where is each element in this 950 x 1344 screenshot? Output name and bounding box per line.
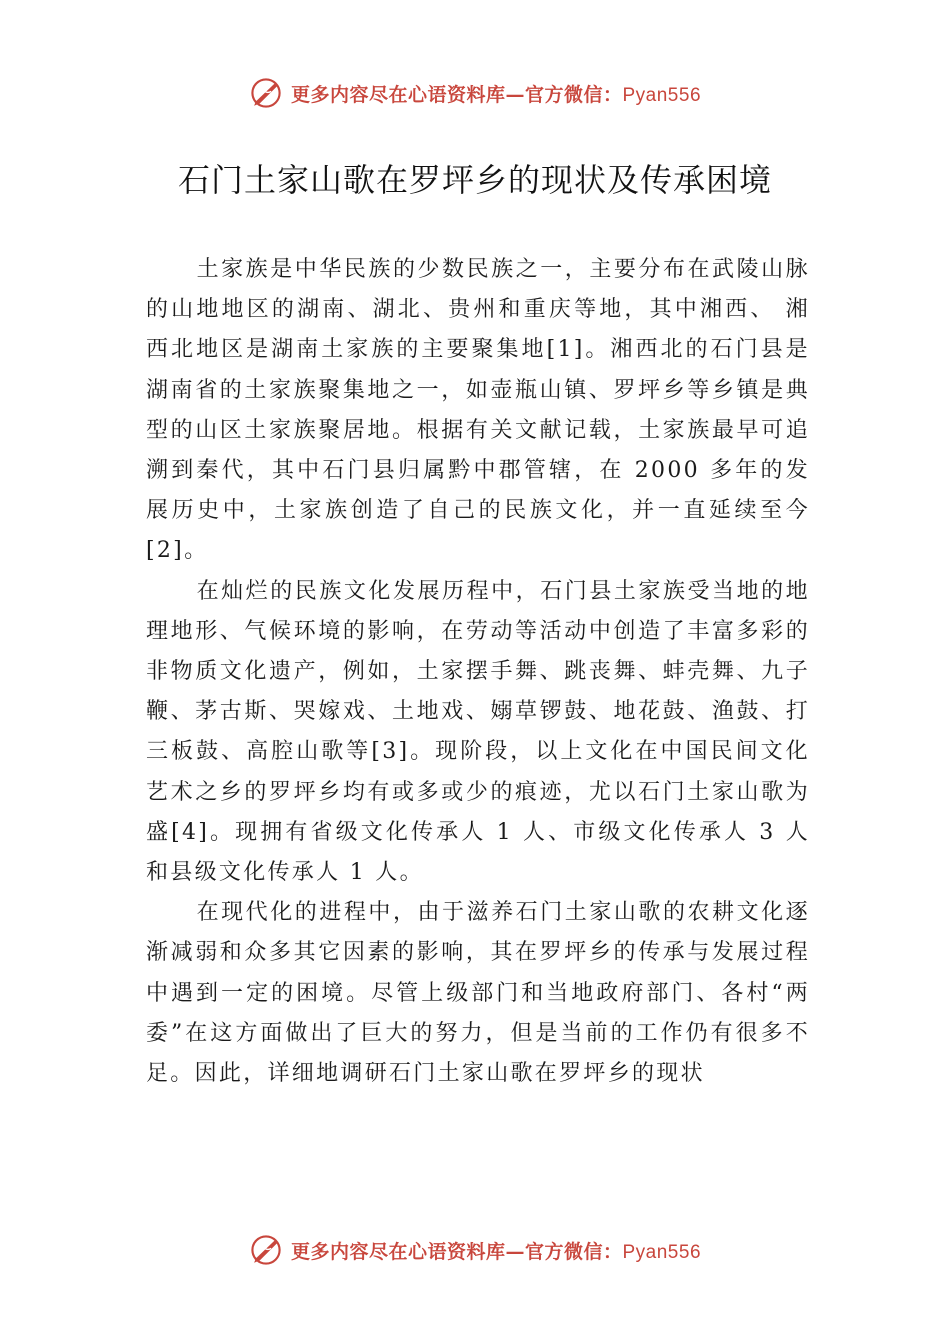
watermark-text: 更多内容尽在心语资料库—官方微信：Pyan556 [290,83,702,106]
footer-watermark [0,1230,950,1270]
header-watermark [0,73,950,113]
paragraph: 土家族是中华民族的少数民族之一，主要分布在武陵山脉的山地地区的湖南、湖北、贵州和重庆等地，其中湘西、 湘西北地区是湖南土家族的主要聚集地[1]。湘西北的石门县是湖南省的土家族聚集地之一，如壶瓶山镇、罗坪乡等乡镇是典型的山区土家族聚居地。根据有关文献记载，土家族最早可追溯到秦代，其中石门县归属黔中郡管辖，在 2000 多年的发展历史中，土家族创造了自己的民族文化，并一直延续至今[2]。 [146,257,810,564]
wechat-id: Pyan556 [622,84,702,106]
paragraph: 在现代化的进程中，由于滋养石门土家山歌的农耕文化逐渐减弱和众多其它因素的影响，其在罗坪乡的传承与发展过程中遇到一定的困境。尽管上级部门和当地政府部门、各村“两委”在这方面做出了巨大的努力，但是当前的工作仍有很多不足。因此，详细地调研石门土家山歌在罗坪乡的现状 [146,900,810,1087]
pen-logo-icon [249,76,283,110]
watermark-text: 更多内容尽在心语资料库—官方微信：Pyan556 [290,1240,702,1263]
document-title: 石门土家山歌在罗坪乡的现状及传承困境 [177,161,772,199]
wechat-id: Pyan556 [622,1241,702,1263]
document-body [146,250,810,1094]
paragraph: 在灿烂的民族文化发展历程中，石门县土家族受当地的地理地形、气候环境的影响，在劳动等活动中创造了丰富多彩的非物质文化遗产，例如，土家摆手舞、跳丧舞、蚌壳舞、九子鞭、茅古斯、哭嫁戏、土地戏、嫋草锣鼓、地花鼓、渔鼓、打三板鼓、高腔山歌等[3]。现阶段，以上文化在中国民间文化艺术之乡的罗坪乡均有或多或少的痕迹，尤以石门土家山歌为盛[4]。现拥有省级文化传承人 1 人、市级文化传承人 3 人和县级文化传承人 1 人。 [146,578,810,886]
pen-logo-icon [249,1233,283,1267]
